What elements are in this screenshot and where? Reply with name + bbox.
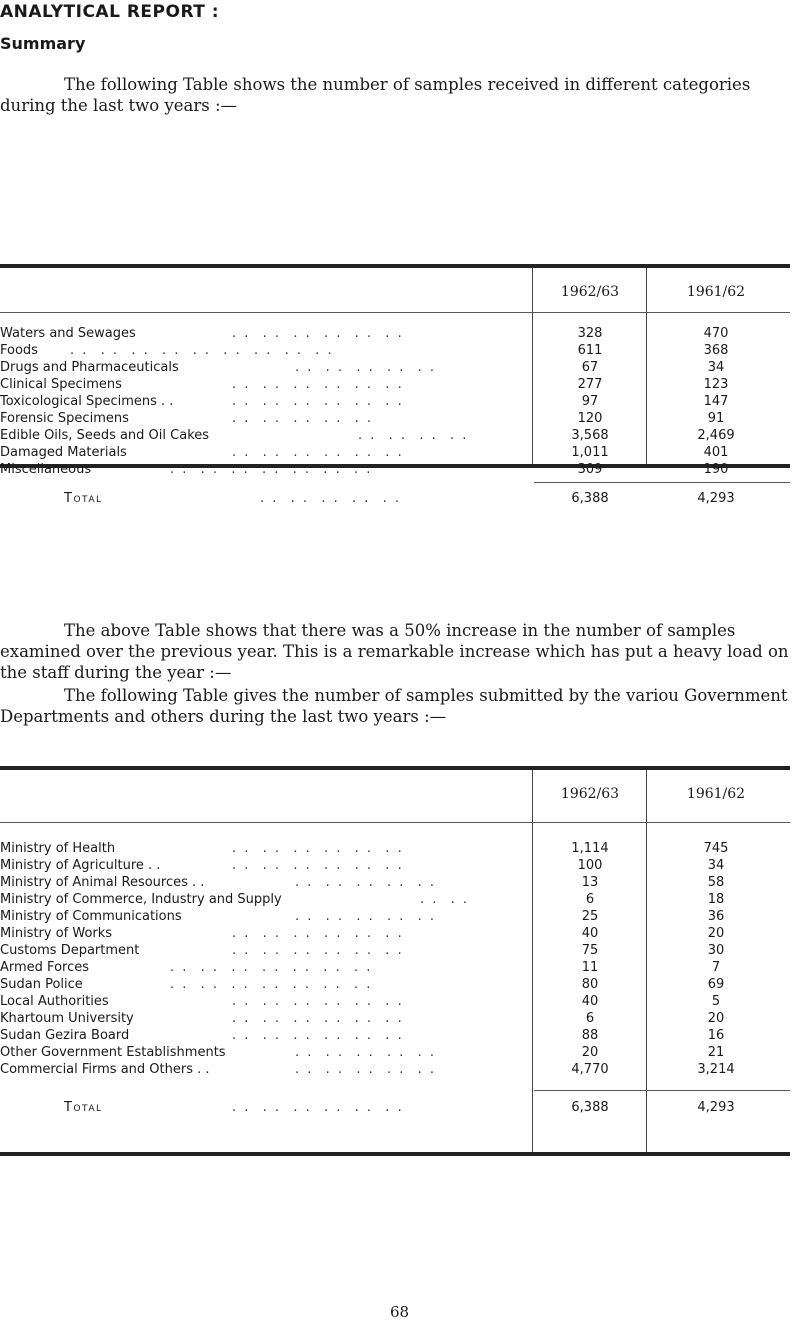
value-1961-62: 36 [707, 909, 725, 924]
section-title: Summary [0, 34, 86, 53]
row-label: Drugs and Pharmaceuticals [0, 360, 179, 375]
table-row: Miscellaneous . . . . . . . . . . . . . . 309 190 [0, 461, 790, 478]
table-row: Foods . . . . . . . . . . . . . . . . . . 611 368 [0, 342, 790, 359]
value-1961-62: 745 [703, 841, 729, 856]
table-row: Drugs and Pharmaceuticals . . . . . . . . . . 67 34 [0, 359, 790, 376]
row-label: Armed Forces [0, 960, 90, 975]
value-1962-63: 277 [577, 377, 603, 392]
value-1962-63: 97 [581, 394, 599, 409]
table-row: Ministry of Communications . . . . . . . . . . 25 36 [0, 908, 790, 925]
column-header-1961-62: 1961/62 [686, 284, 746, 300]
header-rule [0, 312, 790, 313]
table-row: Edible Oils, Seeds and Oil Cakes . . . . . . . . 3,568 2,469 [0, 427, 790, 444]
row-label: Other Government Establishments [0, 1045, 226, 1060]
value-1961-62: 21 [707, 1045, 725, 1060]
value-1961-62: 20 [707, 1011, 725, 1026]
row-label: Miscellaneous [0, 462, 92, 477]
value-1962-63: 67 [581, 360, 599, 375]
row-label: Ministry of Agriculture . . [0, 858, 161, 873]
table-row: Commercial Firms and Others . . . . . . . . . . . . 4,770 3,214 [0, 1061, 790, 1078]
total-row: Total . . . . . . . . . . . . 6,388 4,293 [0, 1099, 790, 1116]
table-row: Ministry of Animal Resources . . . . . . . . . . . . 13 58 [0, 874, 790, 891]
value-1962-63: 40 [581, 994, 599, 1009]
value-1962-63: 328 [577, 326, 603, 341]
analysis-paragraph-text: The above Table shows that there was a 50% increase in the number of samples examined over the previous year. This is a remarkable increase which has put a heavy load on the staff during the year :— [0, 621, 789, 682]
row-label: Toxicological Specimens . . [0, 394, 174, 409]
value-1962-63: 13 [581, 875, 599, 890]
value-1961-62: 3,214 [697, 1062, 735, 1077]
value-1962-63: 1,011 [571, 445, 609, 460]
value-1961-62: 7 [711, 960, 721, 975]
value-1962-63: 6 [585, 892, 595, 907]
total-1962-63: 6,388 [571, 491, 609, 506]
value-1961-62: 401 [703, 445, 729, 460]
value-1961-62: 34 [707, 858, 725, 873]
value-1961-62: 5 [711, 994, 721, 1009]
value-1962-63: 88 [581, 1028, 599, 1043]
header-rule [0, 822, 790, 823]
value-1962-63: 611 [577, 343, 603, 358]
value-1962-63: 25 [581, 909, 599, 924]
column-header-1962-63: 1962/63 [560, 284, 620, 300]
total-row: Total . . . . . . . . . . 6,388 4,293 [0, 490, 790, 507]
total-1961-62: 4,293 [697, 1100, 735, 1115]
value-1962-63: 80 [581, 977, 599, 992]
total-label: Total [64, 491, 103, 506]
table-row: Local Authorities . . . . . . . . . . . . 40 5 [0, 993, 790, 1010]
total-label: Total [64, 1100, 103, 1115]
page-number: 68 [390, 1303, 410, 1321]
row-label: Sudan Gezira Board [0, 1028, 130, 1043]
value-1962-63: 40 [581, 926, 599, 941]
report-heading: ANALYTICAL REPORT : [0, 2, 220, 22]
row-label: Waters and Sewages [0, 326, 136, 341]
value-1961-62: 34 [707, 360, 725, 375]
value-1962-63: 309 [577, 462, 603, 477]
table-row: Toxicological Specimens . . . . . . . . . . . . . . 97 147 [0, 393, 790, 410]
table-row: Sudan Gezira Board . . . . . . . . . . . . 88 16 [0, 1027, 790, 1044]
table-row: Ministry of Commerce, Industry and Supply . . . . 6 18 [0, 891, 790, 908]
row-label: Customs Department [0, 943, 140, 958]
row-label: Ministry of Commerce, Industry and Supply [0, 892, 282, 907]
value-1962-63: 6 [585, 1011, 595, 1026]
value-1961-62: 123 [703, 377, 729, 392]
value-1961-62: 190 [703, 462, 729, 477]
value-1962-63: 11 [581, 960, 599, 975]
table-row: Customs Department . . . . . . . . . . . . 75 30 [0, 942, 790, 959]
table-row: Ministry of Health . . . . . . . . . . . . 1,114 745 [0, 840, 790, 857]
table-row: Clinical Specimens . . . . . . . . . . . . 277 123 [0, 376, 790, 393]
column-header-1961-62: 1961/62 [686, 786, 746, 802]
table-row: Armed Forces . . . . . . . . . . . . . . 11 7 [0, 959, 790, 976]
table-row: Waters and Sewages . . . . . . . . . . . . 328 470 [0, 325, 790, 342]
total-1962-63: 6,388 [571, 1100, 609, 1115]
value-1961-62: 30 [707, 943, 725, 958]
value-1962-63: 4,770 [571, 1062, 609, 1077]
total-1961-62: 4,293 [697, 491, 735, 506]
value-1961-62: 147 [703, 394, 729, 409]
total-rule [534, 1090, 790, 1091]
row-label: Ministry of Communications [0, 909, 182, 924]
intro-paragraph-text: The following Table shows the number of samples received in different categories during the last two years :— [0, 75, 751, 115]
row-label: Ministry of Animal Resources . . [0, 875, 205, 890]
table-row: Ministry of Works . . . . . . . . . . . . 40 20 [0, 925, 790, 942]
value-1962-63: 75 [581, 943, 599, 958]
row-label: Commercial Firms and Others . . [0, 1062, 210, 1077]
row-label: Ministry of Works [0, 926, 113, 941]
table-row: Forensic Specimens . . . . . . . . . . 120 91 [0, 410, 790, 427]
value-1961-62: 91 [707, 411, 725, 426]
row-label: Local Authorities [0, 994, 109, 1009]
value-1961-62: 470 [703, 326, 729, 341]
column-header-1962-63: 1962/63 [560, 786, 620, 802]
departments-intro-text: The following Table gives the number of samples submitted by the variou Government Departments and others during the last two years :— [0, 686, 788, 726]
table-row: Damaged Materials . . . . . . . . . . . . 1,011 401 [0, 444, 790, 461]
value-1961-62: 20 [707, 926, 725, 941]
value-1962-63: 1,114 [571, 841, 609, 856]
intro-paragraph [0, 74, 790, 116]
value-1961-62: 368 [703, 343, 729, 358]
row-label: Ministry of Health [0, 841, 116, 856]
value-1962-63: 100 [577, 858, 603, 873]
value-1961-62: 2,469 [697, 428, 735, 443]
row-label: Damaged Materials [0, 445, 127, 460]
value-1962-63: 20 [581, 1045, 599, 1060]
table-row: Other Government Establishments . . . . . . . . . . 20 21 [0, 1044, 790, 1061]
value-1961-62: 18 [707, 892, 725, 907]
value-1962-63: 3,568 [571, 428, 609, 443]
row-label: Clinical Specimens [0, 377, 122, 392]
table-row: Khartoum University . . . . . . . . . . . . 6 20 [0, 1010, 790, 1027]
row-label: Sudan Police [0, 977, 83, 992]
samples-by-category-table [0, 264, 790, 506]
value-1961-62: 16 [707, 1028, 725, 1043]
row-label: Edible Oils, Seeds and Oil Cakes [0, 428, 210, 443]
row-label: Khartoum University [0, 1011, 134, 1026]
value-1961-62: 58 [707, 875, 725, 890]
analysis-paragraph [0, 620, 790, 683]
total-rule [534, 482, 790, 483]
value-1961-62: 69 [707, 977, 725, 992]
row-label: Forensic Specimens [0, 411, 129, 426]
samples-by-department-table [0, 766, 790, 1156]
value-1962-63: 120 [577, 411, 603, 426]
table-row: Ministry of Agriculture . . . . . . . . . . . . . . 100 34 [0, 857, 790, 874]
row-label: Foods [0, 343, 38, 358]
table-row: Sudan Police . . . . . . . . . . . . . . 80 69 [0, 976, 790, 993]
departments-intro-paragraph [0, 685, 790, 727]
